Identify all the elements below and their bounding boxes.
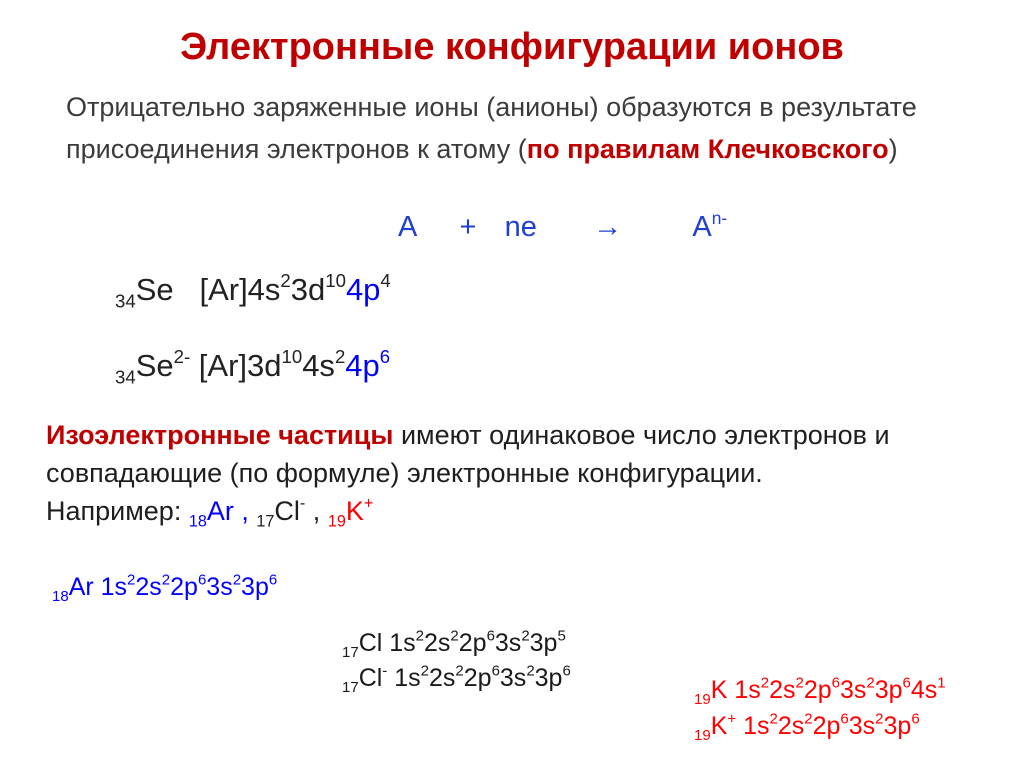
se-ion-mid: 4s (302, 348, 335, 383)
k_ion-orbital-3: 3s (848, 712, 876, 740)
cl_ion-occupancy-4: 6 (562, 662, 571, 680)
example-ar-z: 18 (188, 512, 207, 531)
example-cl-sym: Cl (274, 496, 300, 526)
k-occupancy-4: 6 (902, 674, 911, 692)
ar-orbital-0: 1s (100, 573, 128, 601)
k_ion-orbital-4: 3p (883, 712, 912, 740)
k-orbital-5: 4s (910, 676, 938, 704)
argon-config (52, 571, 278, 605)
example-k-z: 19 (327, 512, 346, 531)
ar-occupancy-1: 2 (161, 571, 171, 589)
se-mid: 3d (290, 272, 326, 307)
cl-orbital-1: 2s (424, 629, 451, 657)
ar-occupancy-3: 2 (232, 571, 242, 589)
example-comma: , (305, 496, 321, 526)
k_ion-occupancy-2: 6 (840, 710, 849, 728)
equation-plus: + (459, 211, 477, 243)
equation-anion-charge: n- (711, 207, 728, 228)
example-ar-sym: Ar , (206, 496, 249, 526)
potassium-ion-config (694, 710, 920, 744)
se-ion-core: [Ar]3d (198, 348, 282, 383)
selenide-ion-config (115, 345, 391, 388)
chloride-ion-config (342, 662, 571, 696)
ar-symbol: Ar (68, 573, 94, 601)
ar-orbital-1: 2s (135, 573, 162, 601)
potassium-atom-config (694, 674, 946, 708)
k_ion-atomic-number: 19 (694, 727, 711, 744)
k_ion-orbital-0: 1s (743, 712, 770, 740)
example-k (327, 494, 374, 531)
cl-occupancy-1: 2 (450, 627, 459, 645)
example-cl-charge: - (299, 494, 306, 513)
k-occupancy-0: 2 (760, 674, 770, 692)
equation-electrons: ne (504, 211, 537, 243)
cl_ion-occupancy-1: 2 (455, 662, 464, 680)
k-occupancy-1: 2 (795, 674, 804, 692)
k_ion-occupancy-1: 2 (804, 710, 813, 728)
ar-orbital-4: 3p (241, 573, 269, 601)
cl-occupancy-0: 2 (415, 627, 424, 645)
se-ion-exp-1: 10 (281, 345, 303, 367)
k-orbital-4: 3p (874, 676, 903, 704)
se-ion-charge: 2- (173, 345, 191, 367)
isoelectronic-term: Изоэлектронные частицы (46, 420, 394, 450)
cl_ion-orbital-0: 1s (394, 664, 421, 692)
ar-occupancy-4: 6 (268, 571, 278, 589)
se-ion-atomic-number: 34 (115, 366, 136, 388)
k_ion-occupancy-3: 2 (875, 710, 884, 728)
cl_ion-orbital-3: 3s (499, 664, 527, 692)
anion-formation-equation (398, 207, 728, 244)
cl-occupancy-3: 2 (521, 627, 530, 645)
klechkovsky-rule-highlight: по правилам Клечковского (526, 134, 889, 164)
se-symbol: Se (135, 272, 174, 307)
k-symbol: K (710, 676, 728, 704)
cl_ion-occupancy-3: 2 (526, 662, 535, 680)
se-valence: 4p (345, 272, 381, 307)
cl_ion-orbital-2: 2p (463, 664, 492, 692)
cl-orbital-3: 3s (494, 629, 522, 657)
selenium-atom-config (115, 269, 391, 312)
cl_ion-occupancy-2: 6 (491, 662, 500, 680)
ar-occupancy-0: 2 (127, 571, 136, 589)
k_ion-orbital-1: 2s (777, 712, 805, 740)
cl-orbital-0: 1s (389, 629, 416, 657)
isoelectronic-text: имеют одинаковое число электронов и совпадающие (по формуле) электронные конфигурации. (46, 420, 890, 488)
se-exp-2: 10 (325, 269, 346, 291)
se-ion-exp-3: 6 (379, 345, 391, 367)
anion-description-close: ) (888, 134, 898, 164)
cl_ion-symbol: Cl (358, 664, 383, 692)
cl-occupancy-4: 5 (557, 627, 566, 645)
cl_ion-orbital-1: 2s (429, 664, 456, 692)
cl-orbital-4: 3p (529, 629, 558, 657)
example-ar (188, 496, 249, 531)
k-orbital-1: 2s (769, 676, 796, 704)
k-occupancy-5: 1 (937, 674, 946, 692)
k_ion-orbital-2: 2p (812, 712, 841, 740)
example-cl-z: 17 (256, 512, 275, 531)
example-label: Например: (46, 496, 189, 526)
cl-atomic-number: 17 (342, 644, 359, 661)
k-orbital-2: 2p (803, 676, 832, 704)
se-core: [Ar]4s (199, 272, 281, 307)
cl-symbol: Cl (358, 629, 383, 657)
se-ion-valence: 4p (345, 348, 380, 383)
equation-atom: A (398, 211, 418, 243)
k_ion-charge: + (727, 710, 737, 728)
k_ion-occupancy-4: 6 (911, 710, 920, 728)
example-k-charge: + (363, 494, 374, 513)
anion-description-text: Отрицательно заряженные ионы (анионы) образуются в результате присоединения электронов к атому ( (66, 92, 917, 164)
cl-occupancy-2: 6 (486, 627, 495, 645)
k-orbital-0: 1s (734, 676, 761, 704)
cl_ion-charge: - (382, 662, 388, 680)
equation-anion: A (692, 211, 712, 243)
k-atomic-number: 19 (694, 691, 711, 708)
page-title: Электронные конфигурации ионов (180, 26, 844, 68)
k-orbital-3: 3s (839, 676, 867, 704)
se-ion-exp-2: 2 (334, 345, 346, 367)
equation-arrow: → (593, 211, 623, 243)
isoelectronic-description (46, 416, 1006, 530)
k-occupancy-3: 2 (866, 674, 875, 692)
chlorine-atom-config (342, 627, 566, 661)
cl_ion-orbital-4: 3p (534, 664, 563, 692)
se-exp-3: 4 (380, 269, 391, 291)
example-k-sym: K (345, 496, 364, 526)
se-exp-1: 2 (280, 269, 291, 291)
cl-orbital-2: 2p (458, 629, 487, 657)
ar-orbital-3: 3s (206, 573, 233, 601)
ar-occupancy-2: 6 (197, 571, 207, 589)
cl_ion-occupancy-0: 2 (420, 662, 429, 680)
anion-description (66, 86, 976, 170)
cl_ion-atomic-number: 17 (342, 679, 359, 696)
k_ion-occupancy-0: 2 (769, 710, 778, 728)
se-ion-symbol: Se (135, 348, 174, 383)
k_ion-symbol: K (710, 712, 728, 740)
ar-orbital-2: 2p (170, 573, 198, 601)
se-atomic-number: 34 (115, 290, 136, 312)
k-occupancy-2: 6 (831, 674, 840, 692)
ar-atomic-number: 18 (52, 588, 69, 605)
